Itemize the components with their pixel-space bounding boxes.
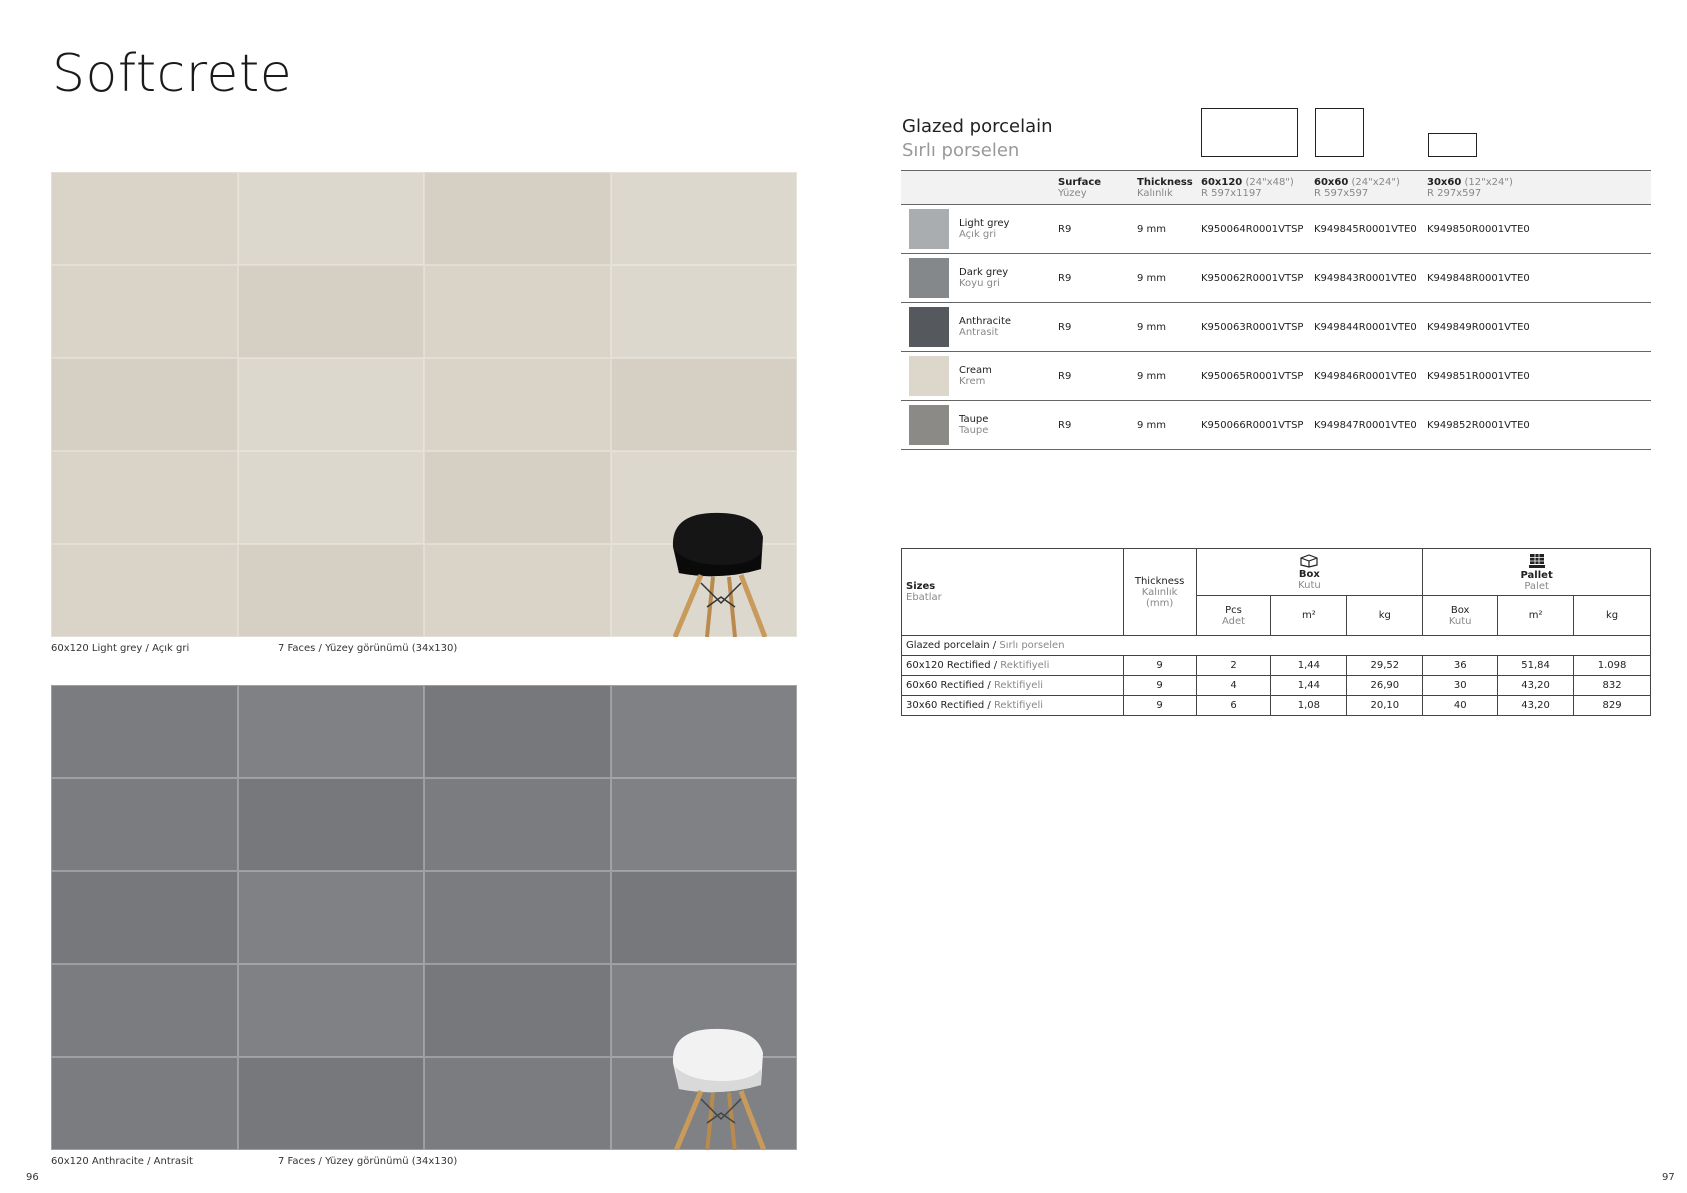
header-thickness-tr: Kalınlık: [1141, 586, 1178, 598]
table-row: [901, 303, 1651, 352]
header-thickness: Thickness: [1137, 176, 1193, 188]
header-box: Box: [1298, 568, 1320, 580]
code-60x120: K950066R0001VTSP: [1201, 401, 1314, 450]
surface-value: R9: [1058, 205, 1137, 254]
table-row: [901, 254, 1651, 303]
thickness-value: 9 mm: [1137, 401, 1201, 450]
header-sizes-tr: Ebatlar: [906, 592, 942, 603]
header-pallet-kg: kg: [1574, 596, 1651, 636]
header-size-2-rect: R 597x597: [1314, 187, 1369, 199]
pallet-kg: 1.098: [1574, 656, 1651, 676]
header-pallet-tr: Palet: [1524, 580, 1549, 592]
header-thickness-tr: Kalınlık: [1137, 187, 1173, 199]
pallet-kg: 832: [1574, 676, 1651, 696]
code-60x120: K950064R0001VTSP: [1201, 205, 1314, 254]
size-60x60-outline: [1315, 108, 1364, 157]
color-name: Anthracite: [959, 316, 1012, 327]
header-thickness: Thickness: [1134, 575, 1185, 587]
header-size-3-rect: R 297x597: [1427, 187, 1482, 199]
header-size-2: 60x60: [1314, 176, 1349, 188]
code-60x120: K950065R0001VTSP: [1201, 352, 1314, 401]
section-label-tr: Sırlı porselen: [999, 640, 1065, 651]
color-swatch: [909, 405, 949, 445]
size-label-tr: Rektifiyeli: [993, 700, 1044, 711]
code-60x120: K950062R0001VTSP: [1201, 254, 1314, 303]
white-chair: [661, 1023, 781, 1150]
code-60x60: K949843R0001VTE0: [1314, 254, 1427, 303]
section-subtitle: Sırlı porselen: [902, 140, 1020, 161]
pallet-icon: [1527, 553, 1547, 569]
black-chair: [661, 507, 781, 637]
section-title: Glazed porcelain: [902, 116, 1053, 137]
surface-value: R9: [1058, 303, 1137, 352]
header-pcs-tr: Adet: [1221, 615, 1246, 627]
packaging-section-row: [902, 636, 1651, 656]
header-pallet-m2: m²: [1498, 596, 1574, 636]
pallet-m2: 43,20: [1498, 676, 1574, 696]
color-name-tr: Krem: [959, 376, 986, 387]
photo-light-grey: [51, 172, 797, 637]
size-label: 30x60 Rectified /: [906, 700, 991, 711]
code-60x60: K949845R0001VTE0: [1314, 205, 1427, 254]
header-box-kg: kg: [1347, 596, 1423, 636]
photo-caption-faces: 7 Faces / Yüzey görünümü (34x130): [278, 1156, 458, 1167]
surface-value: R9: [1058, 352, 1137, 401]
size-label-tr: Rektifiyeli: [993, 680, 1044, 691]
pallet-m2: 43,20: [1498, 696, 1574, 716]
size-60x120-outline: [1201, 108, 1298, 157]
photo-anthracite: [51, 685, 797, 1150]
thickness-value: 9 mm: [1137, 303, 1201, 352]
color-name-tr: Açık gri: [959, 229, 997, 240]
header-pallet: Pallet: [1520, 569, 1553, 581]
pallet-box: 30: [1423, 676, 1498, 696]
thickness-value: 9 mm: [1137, 352, 1201, 401]
code-30x60: K949850R0001VTE0: [1427, 205, 1651, 254]
box-m2: 1,44: [1271, 656, 1347, 676]
header-size-3: 30x60: [1427, 176, 1462, 188]
color-swatch: [909, 356, 949, 396]
color-name: Dark grey: [959, 267, 1009, 278]
header-sizes: Sizes: [906, 581, 936, 592]
header-size-1: 60x120: [1201, 176, 1243, 188]
thickness-value: 9: [1123, 656, 1196, 676]
box-pcs: 6: [1196, 696, 1271, 716]
box-pcs: 4: [1196, 676, 1271, 696]
header-box-tr: Kutu: [1298, 579, 1321, 591]
page-number-right: 97: [1662, 1172, 1675, 1183]
code-30x60: K949848R0001VTE0: [1427, 254, 1651, 303]
size-label: 60x60 Rectified /: [906, 680, 991, 691]
thickness-value: 9: [1123, 676, 1196, 696]
header-surface: Surface: [1058, 176, 1102, 188]
color-name: Cream: [959, 365, 992, 376]
photo-caption-size: 60x120 Anthracite / Antrasit: [51, 1156, 193, 1167]
code-30x60: K949851R0001VTE0: [1427, 352, 1651, 401]
header-box-m2: m²: [1271, 596, 1347, 636]
packaging-table: [901, 548, 1651, 716]
header-size-2-inch: (24"x24"): [1351, 176, 1400, 188]
thickness-value: 9: [1123, 696, 1196, 716]
box-icon: [1299, 554, 1319, 568]
section-label: Glazed porcelain /: [906, 640, 997, 651]
header-surface-tr: Yüzey: [1058, 187, 1087, 199]
packaging-header-row: [902, 549, 1651, 596]
code-30x60: K949849R0001VTE0: [1427, 303, 1651, 352]
table-row: [902, 656, 1651, 676]
header-pallet-box-tr: Kutu: [1448, 615, 1472, 627]
color-name: Taupe: [959, 414, 989, 425]
code-30x60: K949852R0001VTE0: [1427, 401, 1651, 450]
color-swatch: [909, 307, 949, 347]
color-name-tr: Taupe: [959, 425, 989, 436]
box-kg: 20,10: [1347, 696, 1423, 716]
thickness-value: 9 mm: [1137, 205, 1201, 254]
box-pcs: 2: [1196, 656, 1271, 676]
header-size-3-inch: (12"x24"): [1464, 176, 1513, 188]
pallet-m2: 51,84: [1498, 656, 1574, 676]
table-row: [902, 696, 1651, 716]
box-m2: 1,44: [1271, 676, 1347, 696]
table-row: [901, 401, 1651, 450]
color-swatch: [909, 209, 949, 249]
header-pcs: Pcs: [1225, 604, 1242, 616]
header-pallet-box: Box: [1450, 604, 1470, 616]
photo-caption-faces: 7 Faces / Yüzey görünümü (34x130): [278, 643, 458, 654]
color-name: Light grey: [959, 218, 1010, 229]
color-name-tr: Antrasit: [959, 327, 999, 338]
header-size-1-rect: R 597x1197: [1201, 187, 1262, 199]
code-60x60: K949844R0001VTE0: [1314, 303, 1427, 352]
box-kg: 26,90: [1347, 676, 1423, 696]
box-m2: 1,08: [1271, 696, 1347, 716]
page-number-left: 96: [26, 1172, 39, 1183]
box-kg: 29,52: [1347, 656, 1423, 676]
pallet-box: 40: [1423, 696, 1498, 716]
size-label-tr: Rektifiyeli: [1000, 660, 1050, 671]
header-thickness-unit: (mm): [1145, 597, 1174, 609]
surface-value: R9: [1058, 401, 1137, 450]
product-code-table: [901, 170, 1651, 450]
color-swatch: [909, 258, 949, 298]
size-label: 60x120 Rectified /: [906, 660, 998, 671]
code-60x120: K950063R0001VTSP: [1201, 303, 1314, 352]
table-row: [901, 205, 1651, 254]
page-title: Softcrete: [52, 44, 293, 104]
pallet-kg: 829: [1574, 696, 1651, 716]
table-row: [901, 352, 1651, 401]
code-60x60: K949847R0001VTE0: [1314, 401, 1427, 450]
table-header-row: [901, 171, 1651, 205]
thickness-value: 9 mm: [1137, 254, 1201, 303]
header-size-1-inch: (24"x48"): [1245, 176, 1294, 188]
surface-value: R9: [1058, 254, 1137, 303]
color-name-tr: Koyu gri: [959, 278, 1000, 289]
table-row: [902, 676, 1651, 696]
size-30x60-outline: [1428, 133, 1477, 157]
photo-caption-size: 60x120 Light grey / Açık gri: [51, 643, 190, 654]
code-60x60: K949846R0001VTE0: [1314, 352, 1427, 401]
pallet-box: 36: [1423, 656, 1498, 676]
